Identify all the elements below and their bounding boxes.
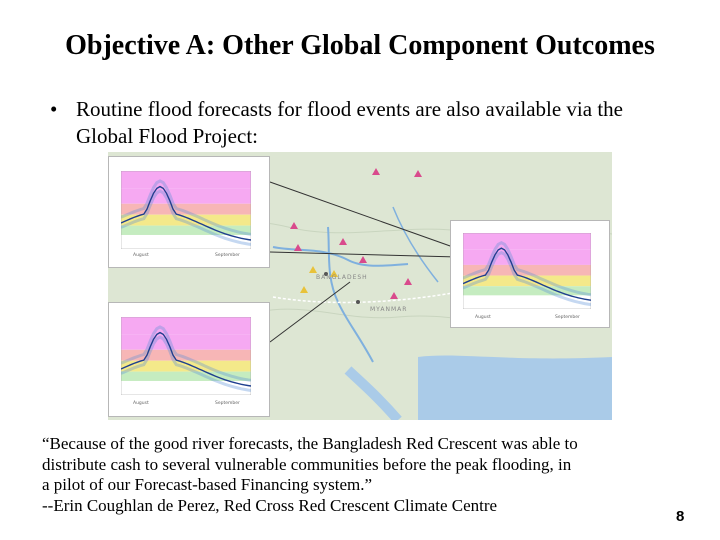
quote-attribution: --Erin Coughlan de Perez, Red Cross Red Crescent Climate Centre	[42, 495, 498, 515]
x-axis-label-september: September	[215, 253, 240, 258]
band-severe	[121, 334, 251, 350]
page-number: 8	[676, 508, 685, 525]
band-severe	[463, 233, 591, 250]
quote-line: a pilot of our Forecast-based Financing system.”	[42, 475, 373, 494]
map-label-bangladesh: BANGLADESH	[316, 274, 368, 281]
band-severe	[121, 171, 251, 188]
x-axis-label-september: September	[555, 315, 580, 320]
quote-line: distribute cash to several vulnerable communities before the peak flooding, in	[42, 454, 572, 474]
band-severe	[463, 250, 591, 265]
hydrograph-chart	[121, 317, 251, 395]
x-axis-label-august: August	[133, 401, 149, 406]
x-axis-label-august: August	[133, 253, 149, 258]
hydrograph-chart	[463, 233, 591, 309]
forecast-panel	[450, 220, 610, 328]
flood-forecast-map-figure	[108, 152, 612, 420]
bay-water	[418, 356, 612, 420]
slide-title: Objective A: Other Global Component Outcomes	[65, 30, 655, 61]
hydrograph-chart	[121, 171, 251, 249]
bullet-symbol: •	[50, 97, 58, 121]
band-severe	[121, 188, 251, 204]
band-severe	[121, 317, 251, 334]
testimonial-quote	[42, 434, 682, 516]
x-axis-label-september: September	[215, 401, 240, 406]
x-axis-label-august: August	[475, 315, 491, 320]
forecast-panel	[108, 302, 270, 417]
quote-line: “Because of the good river forecasts, the Bangladesh Red Crescent was able to	[42, 434, 578, 453]
forecast-panel	[108, 156, 270, 268]
map-label-myanmar: MYANMAR	[370, 306, 408, 313]
bullet-text: Routine flood forecasts for flood events are also available via the Global Flood Project:	[76, 97, 623, 148]
